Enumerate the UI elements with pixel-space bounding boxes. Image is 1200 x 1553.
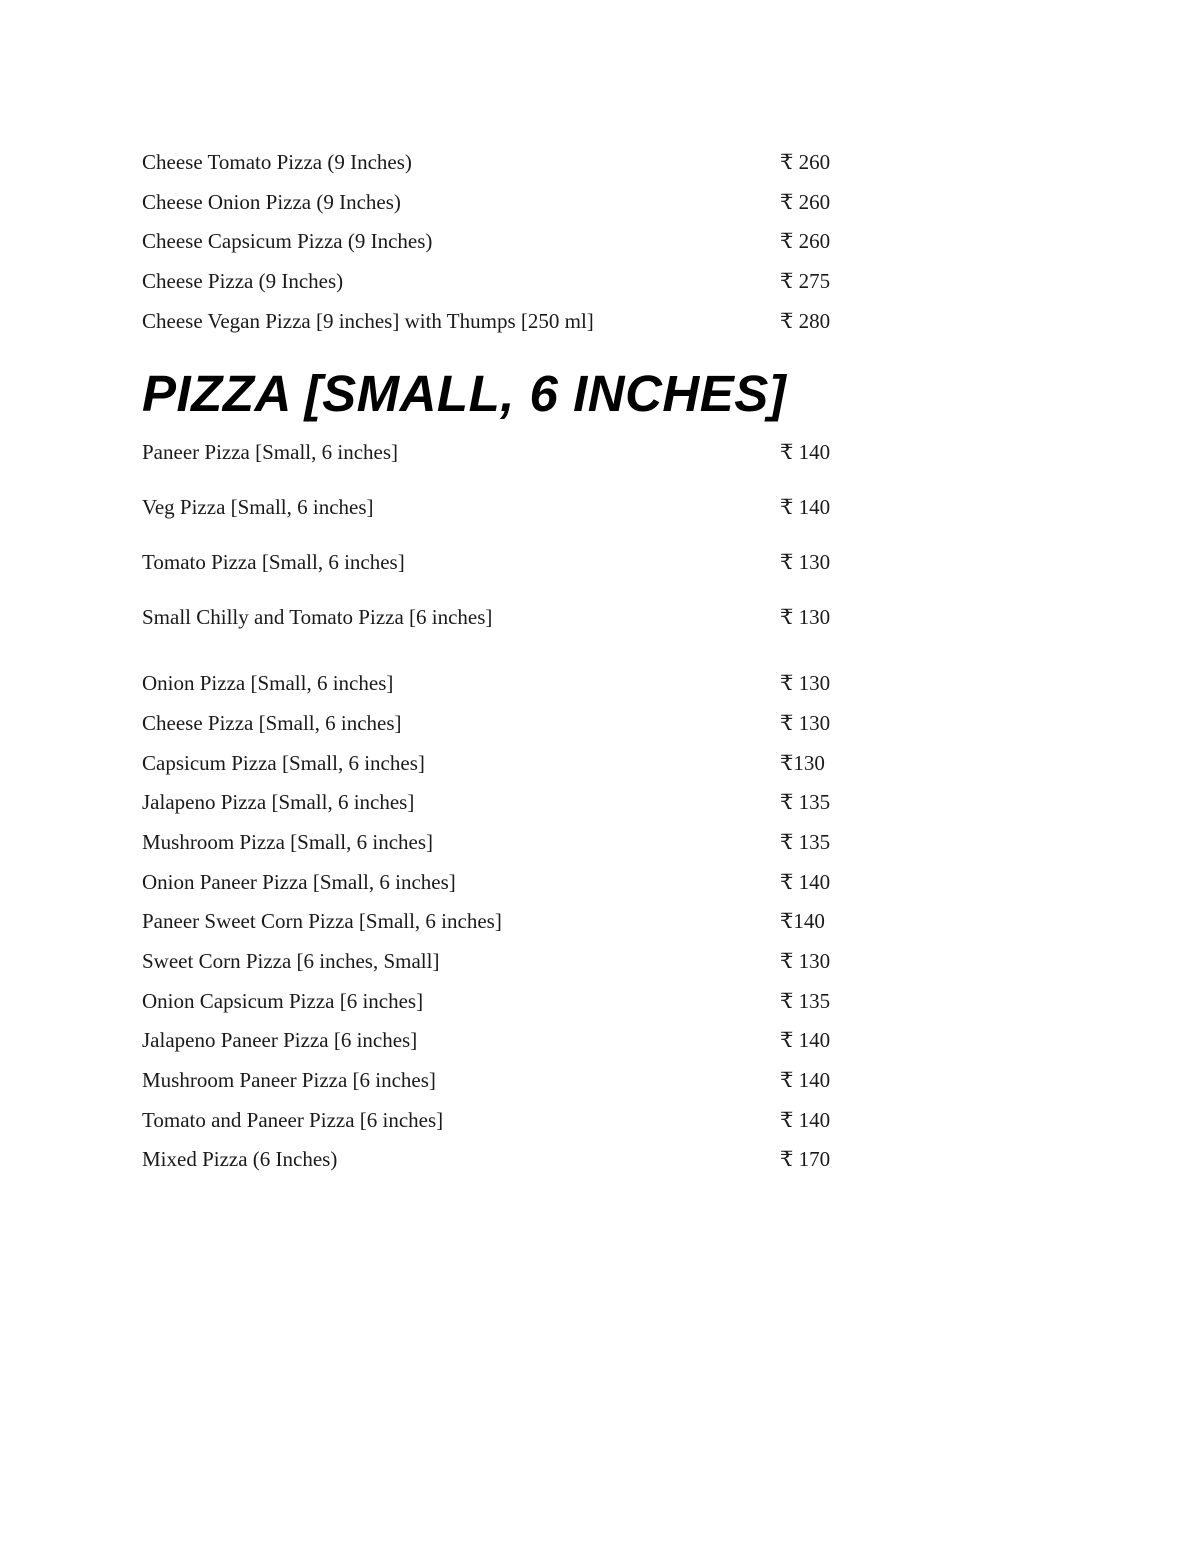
item-name: Cheese Vegan Pizza [9 inches] with Thumps [250 ml] [142, 308, 594, 333]
item-name: Jalapeno Paneer Pizza [6 inches] [142, 1028, 418, 1053]
item-list [142, 669, 842, 1185]
item-name: Capsicum Pizza [Small, 6 inches] [142, 750, 425, 775]
menu-item [142, 188, 842, 228]
item-name: Cheese Onion Pizza (9 Inches) [142, 189, 401, 214]
menu-item [142, 438, 842, 493]
item-price: ₹ 280 [780, 308, 831, 333]
item-price: ₹ 140 [780, 495, 831, 520]
item-name: Cheese Tomato Pizza (9 Inches) [142, 150, 412, 174]
item-name: Tomato and Paneer Pizza [6 inches] [142, 1107, 444, 1132]
menu-item [142, 947, 842, 987]
menu-item [142, 1145, 842, 1185]
item-price: ₹ 140 [780, 1068, 831, 1093]
item-name: Mixed Pizza (6 Inches) [142, 1147, 338, 1172]
item-name: Onion Pizza [Small, 6 inches] [142, 671, 394, 696]
item-name: Mushroom Pizza [Small, 6 inches] [142, 829, 434, 854]
item-price: ₹ 140 [780, 1107, 831, 1132]
item-name: Cheese Pizza (9 Inches) [142, 269, 344, 294]
item-name: Cheese Capsicum Pizza (9 Inches) [142, 229, 433, 254]
item-name: Cheese Pizza [Small, 6 inches] [142, 710, 402, 735]
item-price: ₹ 130 [780, 710, 831, 735]
item-name: Tomato Pizza [Small, 6 inches] [142, 549, 405, 574]
menu-item [142, 603, 842, 658]
item-name: Paneer Pizza [Small, 6 inches] [142, 440, 398, 465]
menu-item [142, 227, 842, 267]
item-price: ₹ 140 [780, 869, 831, 894]
item-price: ₹ 135 [780, 988, 831, 1013]
menu-item [142, 669, 842, 709]
section-title: PIZZA [SMALL, 6 INCHES] [142, 365, 787, 423]
top-item-list [142, 148, 842, 346]
menu-item [142, 907, 842, 947]
menu-item [142, 788, 842, 828]
item-price: ₹ 130 [780, 949, 831, 973]
item-price: ₹ 260 [780, 189, 831, 214]
menu-item [142, 1106, 842, 1146]
menu-item [142, 709, 842, 749]
menu-item [142, 749, 842, 789]
item-name: Paneer Sweet Corn Pizza [Small, 6 inches] [142, 909, 502, 934]
item-name: Onion Paneer Pizza [Small, 6 inches] [142, 869, 456, 894]
item-name: Veg Pizza [Small, 6 inches] [142, 495, 374, 520]
menu-item [142, 987, 842, 1027]
item-name: Sweet Corn Pizza [6 inches, Small] [142, 949, 440, 973]
item-name: Small Chilly and Tomato Pizza [6 inches] [142, 604, 493, 629]
menu-item [142, 148, 842, 188]
item-price: ₹ 135 [780, 790, 831, 815]
menu-page [142, 148, 842, 1185]
menu-item [142, 828, 842, 868]
item-price: ₹140 [780, 909, 825, 934]
item-price: ₹ 260 [780, 229, 831, 254]
item-price: ₹ 130 [780, 671, 831, 696]
item-price: ₹ 170 [780, 1147, 831, 1172]
item-price: ₹ 135 [780, 829, 831, 854]
item-price: ₹ 140 [780, 440, 831, 465]
item-price: ₹ 130 [780, 549, 831, 574]
menu-item [142, 267, 842, 307]
menu-item [142, 1066, 842, 1106]
menu-item [142, 493, 842, 548]
menu-item [142, 1026, 842, 1066]
menu-item [142, 307, 842, 347]
spacer [142, 657, 842, 669]
item-price: ₹ 260 [780, 150, 831, 174]
spaced-item-list [142, 438, 842, 657]
menu-item [142, 868, 842, 908]
item-price: ₹ 130 [780, 604, 831, 629]
item-name: Onion Capsicum Pizza [6 inches] [142, 988, 424, 1013]
item-price: ₹ 140 [780, 1028, 831, 1053]
item-name: Mushroom Paneer Pizza [6 inches] [142, 1068, 436, 1093]
menu-item [142, 548, 842, 603]
item-price: ₹ 275 [780, 269, 831, 294]
item-price: ₹130 [780, 750, 825, 775]
item-name: Jalapeno Pizza [Small, 6 inches] [142, 790, 415, 815]
